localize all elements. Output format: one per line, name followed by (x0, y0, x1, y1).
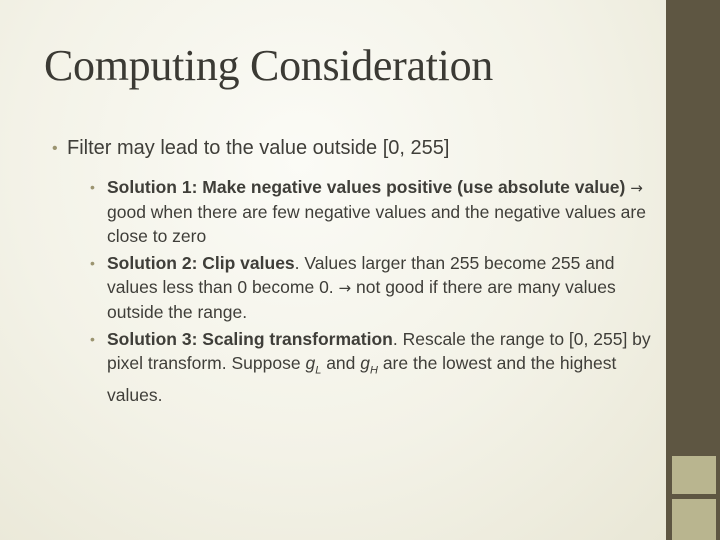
variable-g-low: $g_L$ (305, 353, 322, 377)
solution-2-text-a: . Values larger than 255 become 255 and values less than 0 become 0. (107, 253, 615, 297)
solution-2-heading: Solution 2: Clip values (107, 253, 295, 273)
solution-2-item (90, 251, 652, 324)
solutions-list (52, 175, 652, 407)
bullet-icon: • (90, 331, 95, 347)
right-arrow-icon: → (338, 279, 352, 297)
slide-content (52, 134, 652, 410)
solution-3-heading: Solution 3: Scaling transformation (107, 329, 393, 349)
solution-3-text-a: . Rescale the range to [0, 255] by pixel transform. Suppose (107, 329, 651, 373)
bullet-icon: • (52, 140, 58, 157)
solution-1-item (90, 175, 652, 248)
and-word: and (326, 353, 356, 373)
right-arrow-icon: → (630, 179, 643, 197)
main-bullet-text: Filter may lead to the value outside [0, 255] (67, 137, 450, 159)
decorative-band-box-lower (672, 499, 716, 540)
main-bullet (52, 134, 652, 163)
solution-1-heading: Solution 1: Make negative values positive (use absolute value) (107, 177, 626, 197)
bullet-icon: • (90, 255, 95, 271)
solution-3-text-b: are the lowest and the highest values. (107, 353, 617, 405)
decorative-band-box-upper (672, 456, 716, 494)
variable-g-high: $g_H$ (360, 353, 378, 377)
solution-1-text: good when there are few negative values and the negative values are close to zero (107, 202, 646, 246)
solution-2-text-b: not good if there are many values outside the range. (107, 277, 616, 322)
solution-3-item (90, 327, 652, 407)
bullet-icon: • (90, 179, 95, 195)
slide-title: Computing Consideration (44, 41, 493, 90)
